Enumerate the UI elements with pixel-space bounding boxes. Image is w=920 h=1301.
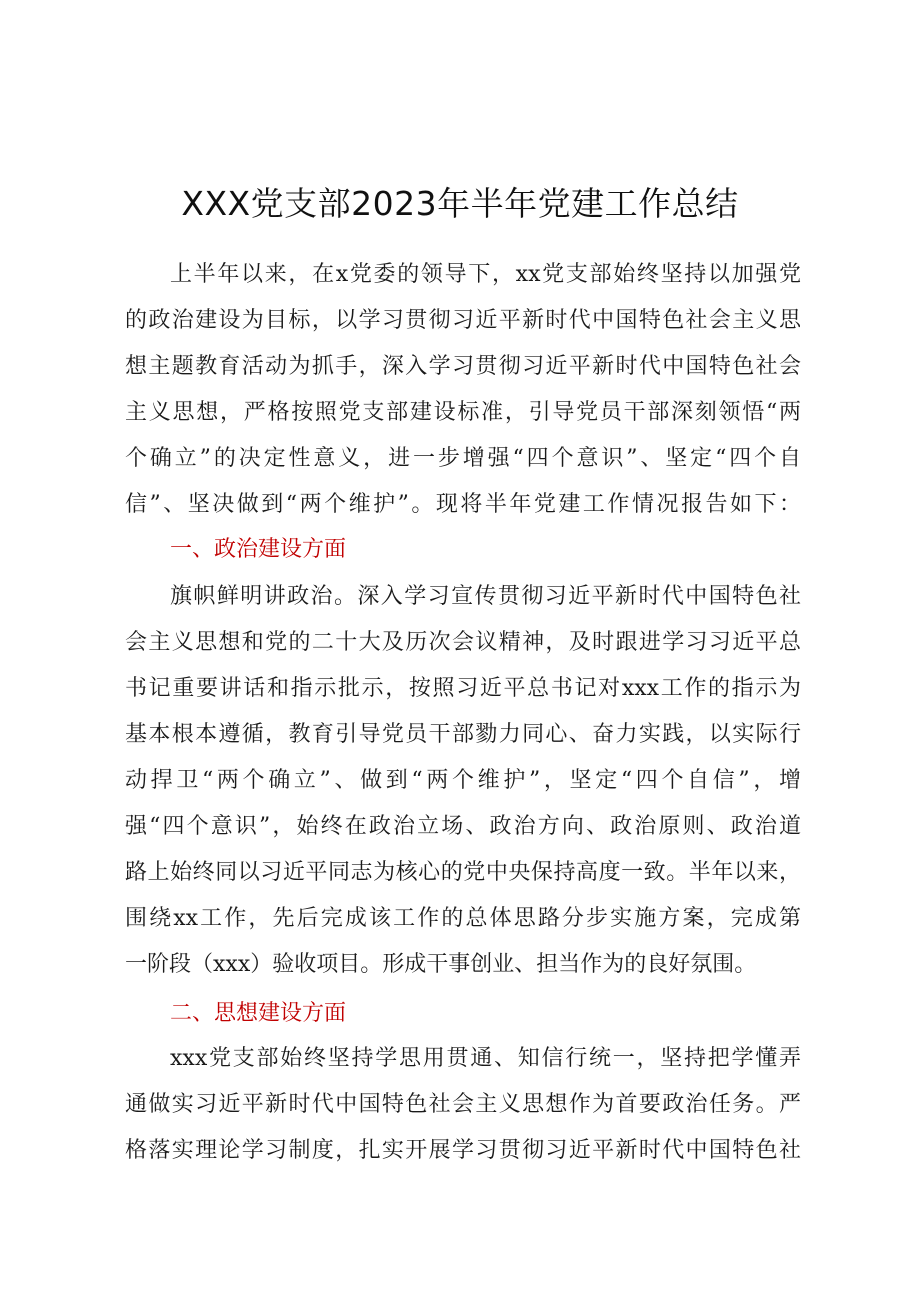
section1-line: 书记重要讲话和指示批示，按照习近平总书记对xxx工作的指示为 [125, 676, 801, 701]
section-heading-political: 一、政治建设方面 [170, 537, 347, 562]
section1-line: 一阶段（xxx）验收项目。形成干事创业、担当作为的良好氛围。 [125, 952, 757, 977]
intro-line: 上半年以来，在x党委的领导下，xx党支部始终坚持以加强党 [170, 262, 801, 287]
section2-line: 格落实理论学习制度，扎实开展学习贯彻习近平新时代中国特色社 [125, 1138, 801, 1163]
section1-line: 会主义思想和党的二十大及历次会议精神，及时跟进学习习近平总 [125, 630, 801, 655]
section1-line: 动捍卫“两个确立”、做到“两个维护”，坚定“四个自信”，增 [125, 768, 801, 793]
intro-line: 主义思想，严格按照党支部建设标准，引导党员干部深刻领悟“两 [125, 400, 801, 425]
document-title: XXX党支部2023年半年党建工作总结 [181, 184, 739, 223]
intro-line: 信”、坚决做到“两个维护”。现将半年党建工作情况报告如下： [125, 492, 801, 517]
intro-line: 想主题教育活动为抓手，深入学习贯彻习近平新时代中国特色社会 [125, 354, 801, 379]
intro-line: 的政治建设为目标，以学习贯彻习近平新时代中国特色社会主义思 [125, 308, 801, 333]
intro-line: 个确立”的决定性意义，进一步增强“四个意识”、坚定“四个自 [125, 446, 801, 471]
section1-line: 路上始终同以习近平同志为核心的党中央保持高度一致。半年以来， [125, 860, 801, 885]
section1-line: 围绕xx工作，先后完成该工作的总体思路分步实施方案，完成第 [125, 906, 801, 931]
section2-line: xxx党支部始终坚持学思用贯通、知信行统一，坚持把学懂弄 [170, 1046, 801, 1071]
section1-line: 基本根本遵循，教育引导党员干部勠力同心、奋力实践，以实际行 [125, 722, 801, 747]
section1-line: 旗帜鲜明讲政治。深入学习宣传贯彻习近平新时代中国特色社 [170, 584, 801, 609]
section2-line: 通做实习近平新时代中国特色社会主义思想作为首要政治任务。严 [125, 1092, 801, 1117]
section1-line: 强“四个意识”，始终在政治立场、政治方向、政治原则、政治道 [125, 814, 801, 839]
section-heading-ideological: 二、思想建设方面 [170, 1001, 347, 1026]
